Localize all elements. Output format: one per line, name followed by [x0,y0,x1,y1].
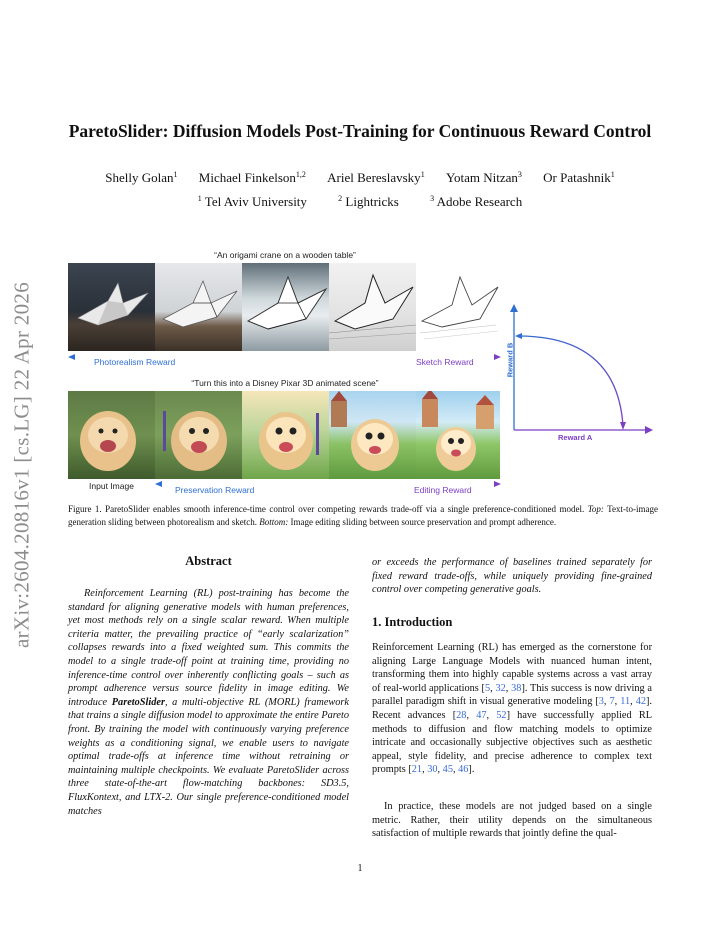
intro-text: , [486,709,497,721]
method-name: ParetoSlider [111,696,165,708]
author-list [0,170,720,186]
origami-sketch-image [416,263,500,351]
affiliation: $^1$ Tel Aviv University [197,194,307,209]
intro-text: , [490,682,496,694]
intro-text: , [614,696,621,708]
arxiv-stamp: arXiv:2604.20816v1 [cs.LG] 22 Apr 2026 [9,281,34,649]
origami-step4-image [329,263,416,351]
paper-title: ParetoSlider: Diffusion Models Post-Training for Continuous Reward Control [68,121,652,141]
intro-text: ] have successfully applied RL methods to diffusion and flow matching models to optimize intricate and occasionally subjective objectives such as aesthetic appeal, style fidelity, and precise adherence to complex text prompts [ [372,709,652,776]
intro-text: Reinforcement Learning (RL) has emerged as the cornerstone for aligning Large Language Models with nuanced human intent, transforming them into highly capable systems across a vast array of real-world applications [ [372,642,652,694]
abstract-body: Reinforcement Learning (RL) post-training has become the standard for aligning generative models with human preferences, yet most methods rely on a single scalar reward. When multiple criteria matter, the prevailing practice of “early scalarization” collapses rewards into a fixed weighted sum. This commits the model to a single trade-off point at training time, providing no inference-time control over inherently conflicting goals – such as prompt adherence versus source fidelity in image editing. We introduce ParetoSlider, a multi-objective RL (MORL) framework that trains a single diffusion model to approximate the entire Pareto front. By training the model with continuously varying preference weights as a conditioning signal, we enable users to navigate optimal trade-offs at inference time without retraining or maintaining multiple checkpoints. We evaluate ParetoSlider across three state-of-the-art flow-matching backbones: SD3.5, FluxKontext, and LTX-2. Our single preference-conditioned model matches [68,588,350,817]
preservation-reward-label: Preservation Reward [175,485,255,495]
top-prompt: “An origami crane on a wooden table” [214,250,356,260]
editing-reward-label: Editing Reward [414,485,472,495]
author: Or Patashnik$^1$ [543,170,615,185]
figure-caption: Figure 1. ParetoSlider enables smooth inference-time control over competing rewards trade-off via a single preference-conditioned model. Top: Text-to-image generation sliding between photorealism and sketch. Bottom: Image editing sliding between source preservation and prompt adherence. [68,504,659,527]
reward-b-label: Reward B [505,342,515,378]
citation-link[interactable]: 45 [442,764,453,776]
citation-link[interactable]: 5 [484,682,491,694]
citation-link[interactable]: 42 [635,696,646,708]
sketch-reward-label: Sketch Reward [416,357,474,367]
intro-text: ]. [468,764,475,776]
citation-link[interactable]: 3 [598,696,604,708]
intro-text: ]. This success is now driving a parallel paradigm shift in visual generative modeling [ [372,682,652,708]
citation-link[interactable]: 38 [511,682,522,694]
intro-text: , [437,764,443,776]
bottom-prompt: “Turn this into a Disney Pixar 3D animated scene” [191,378,379,388]
citation-link[interactable]: 52 [496,709,507,721]
input-image-label: Input Image [89,481,134,491]
reward-a-label: Reward A [558,433,593,442]
intro-text: , [422,764,428,776]
intro-text: , [452,764,459,776]
origami-step3-image [242,263,329,351]
citation-link[interactable]: 7 [609,696,615,708]
intro-text: , [603,696,610,708]
affiliation-list [0,194,720,210]
intro-text: , [630,696,636,708]
page-number: 1 [357,863,363,874]
citation-link[interactable]: 28 [456,709,467,721]
citation-link[interactable]: 47 [476,709,487,721]
intro-paragraph-1 [372,641,652,777]
affiliation: $^2$ Lightricks [338,194,399,209]
dog-edited-image [416,391,500,479]
citation-link[interactable]: 32 [495,682,506,694]
author: Michael Finkelson$^{1,2}$ [198,170,306,185]
dog-step3-image [242,391,329,479]
author: Yotam Nitzan$^3$ [445,170,522,185]
abstract-continuation: or exceeds the performance of baselines trained separately for fixed reward trade-offs, while uniquely providing fine-grained control over competing generative goals. [372,557,652,596]
citation-link[interactable]: 21 [411,764,423,776]
intro-text: ]. Recent advances [ [372,696,652,721]
dog-input-image [68,391,155,479]
intro-text: , [466,709,477,721]
pareto-axes-diagram [505,302,655,438]
intro-text: , [505,682,512,694]
citation-link[interactable]: 11 [620,696,631,708]
pareto-front-arc [518,336,623,426]
abstract-heading: Abstract [185,554,232,568]
origami-photoreal-image [68,263,155,351]
dog-step2-image [155,391,242,479]
photorealism-reward-label: Photorealism Reward [94,357,176,367]
author: Ariel Bereslavsky$^1$ [327,170,425,185]
affiliation: $^3$ Adobe Research [430,194,523,209]
citation-link[interactable]: 46 [458,764,469,776]
intro-paragraph-2: In practice, these models are not judged based on a single metric. Rather, their utility depends on the simultaneous satisfaction of multiple rewards that jointly define the qual- [372,801,652,840]
author: Shelly Golan$^1$ [105,170,178,185]
origami-step2-image [155,263,242,351]
dog-step4-image [329,391,416,479]
intro-heading: 1. Introduction [372,615,453,629]
citation-link[interactable]: 30 [427,764,438,776]
